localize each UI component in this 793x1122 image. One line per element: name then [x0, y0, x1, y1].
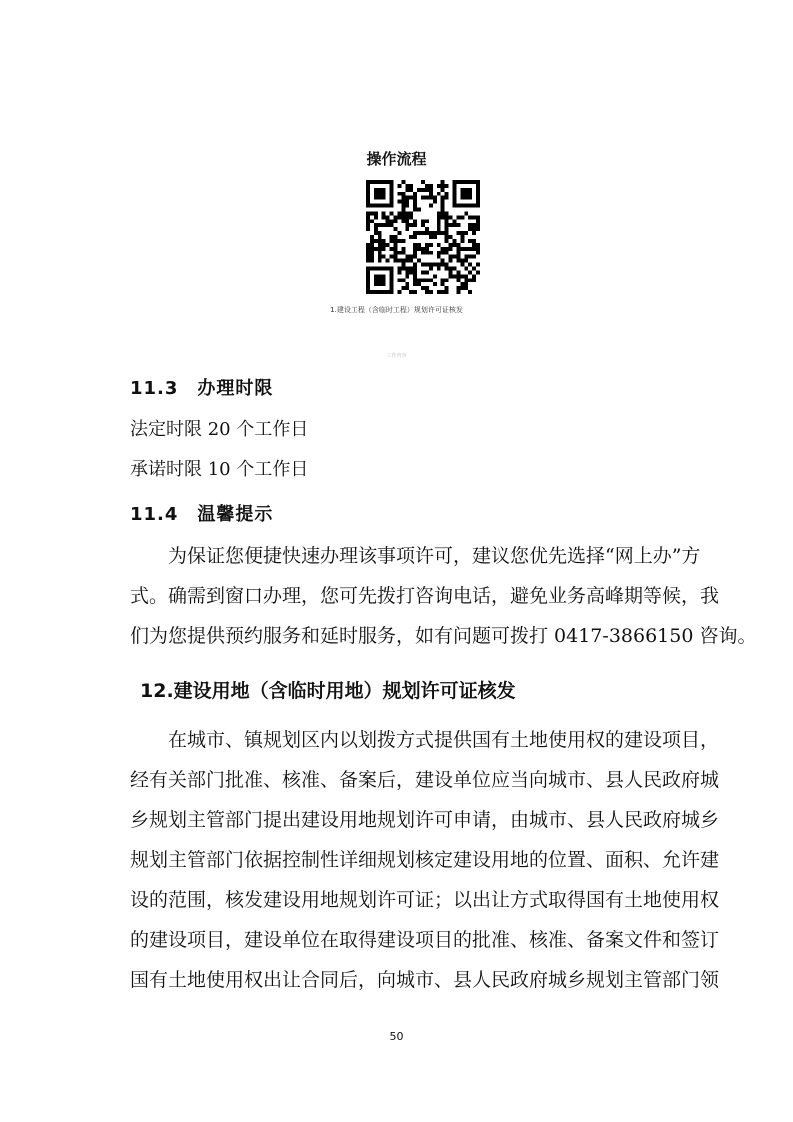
qr-code-icon[interactable]	[366, 180, 480, 294]
paragraph-line: 经有关部门批准、核准、备案后，建设单位应当向城市、县人民政府城	[130, 769, 720, 791]
section-12-heading: 12.建设用地（含临时用地）规划许可证核发	[140, 680, 516, 702]
paragraph-line: 国有土地使用权出让合同后，向城市、县人民政府城乡规划主管部门领	[130, 969, 720, 991]
tips-paragraph	[130, 536, 757, 656]
paragraph-line: 为保证您便捷快速办理该事项许可，建议您优先选择“网上办”方	[130, 545, 701, 567]
qr-section-title: 操作流程	[366, 150, 427, 168]
statutory-time-limit: 法定时限 20 个工作日	[130, 419, 309, 440]
promised-time-limit: 承诺时限 10 个工作日	[130, 459, 309, 480]
paragraph-line: 们为您提供预约服务和延时服务，如有问题可拨打 0417-3866150 咨询。	[130, 625, 757, 647]
paragraph-line: 乡规划主管部门提出建设用地规划许可申请，由城市、县人民政府城乡	[130, 809, 720, 831]
section-11-4-heading: 11.4 温馨提示	[130, 504, 274, 525]
paragraph-line: 在城市、镇规划区内以划拨方式提供国有土地使用权的建设项目，	[130, 729, 720, 751]
page-number: 50	[389, 1030, 404, 1043]
paragraph-line: 规划主管部门依据控制性详细规划核定建设用地的位置、面积、允许建	[130, 849, 720, 871]
qr-caption: 1.建设工程（含临时工程）规划许可证核发	[330, 306, 463, 314]
paragraph-line: 式。确需到窗口办理，您可先拨打咨询电话，避免业务高峰期等候，我	[130, 585, 720, 607]
paragraph-line: 设的范围，核发建设用地规划许可证；以出让方式取得国有土地使用权	[130, 889, 720, 911]
faint-label: 工作内容	[386, 353, 407, 359]
paragraph-line: 的建设项目，建设单位在取得建设项目的批准、核准、备案文件和签订	[130, 929, 720, 951]
section-12-paragraph	[130, 720, 720, 1000]
section-11-3-heading: 11.3 办理时限	[130, 378, 274, 399]
